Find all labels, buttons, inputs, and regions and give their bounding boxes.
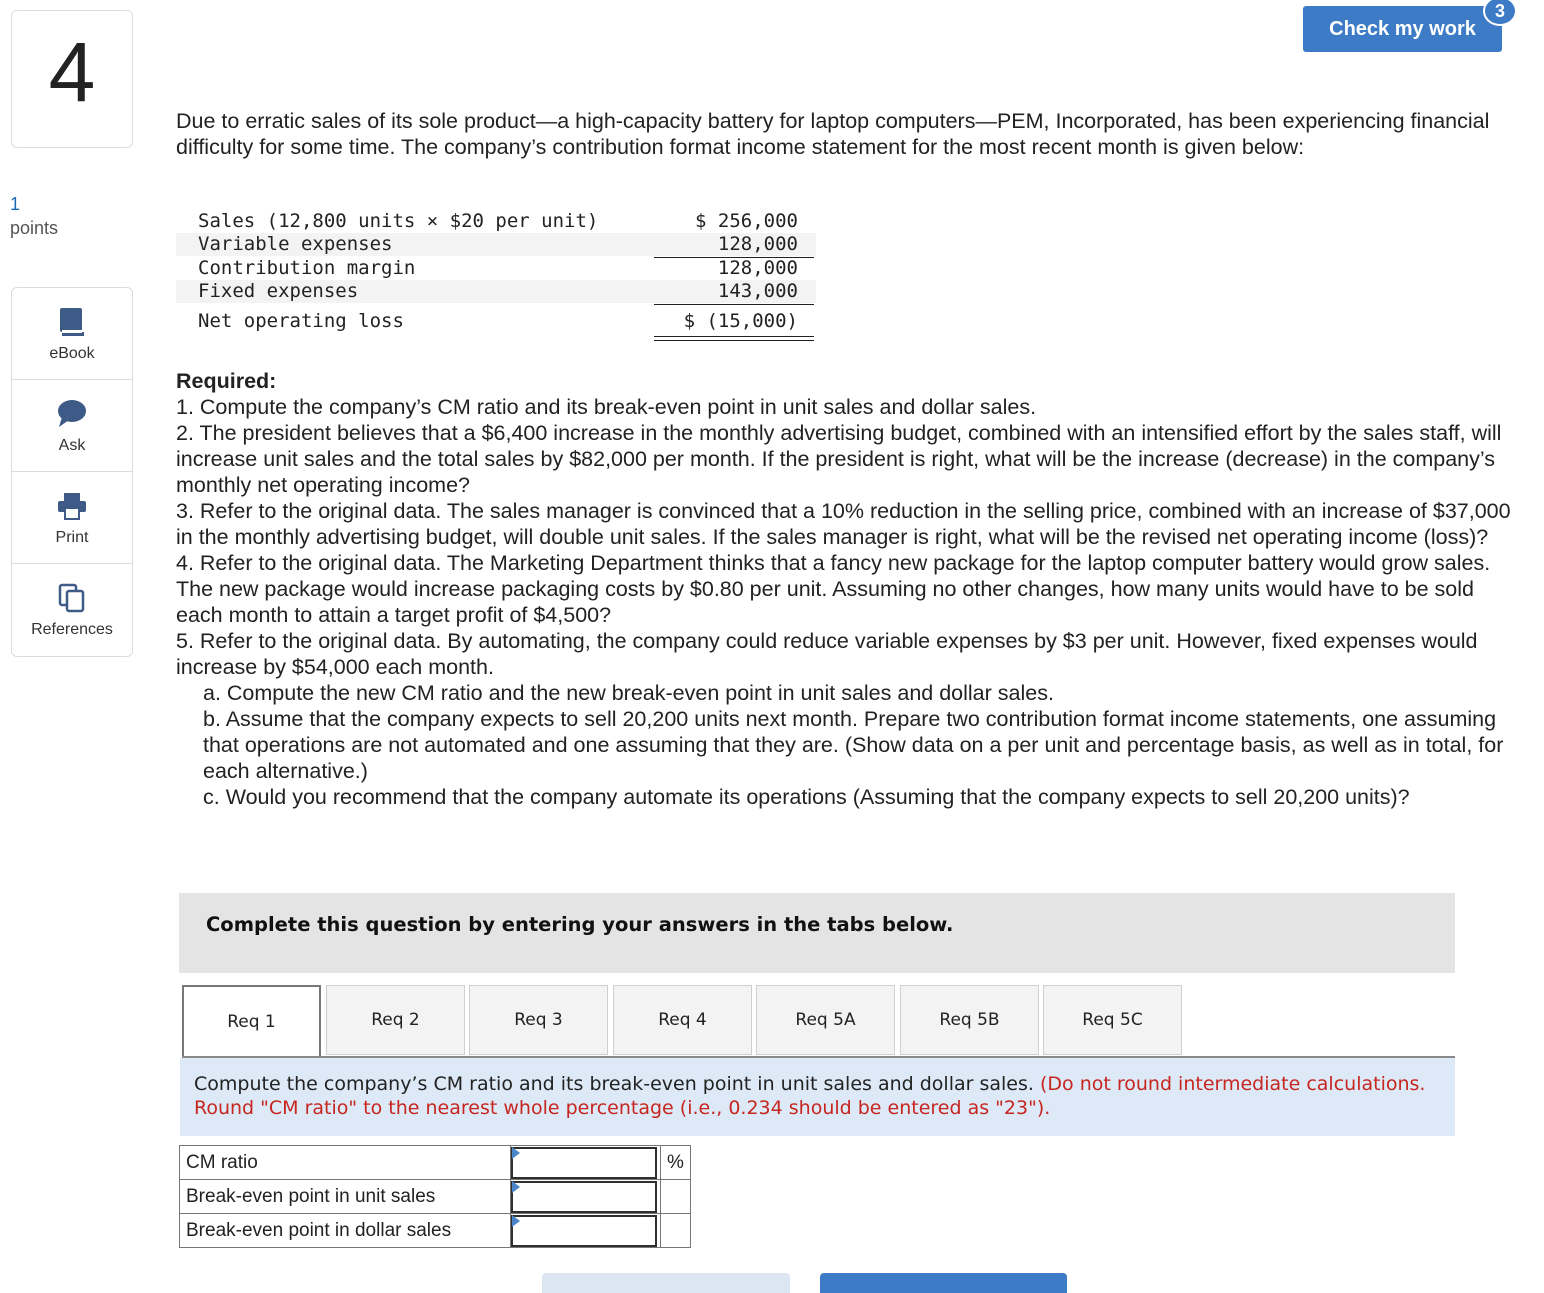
points-value: 1 — [10, 194, 21, 214]
tab-req-1[interactable]: Req 1 — [182, 985, 321, 1057]
copy-pages-icon — [57, 581, 87, 615]
statement-row — [176, 233, 816, 256]
statement-double-underline — [654, 336, 814, 337]
book-icon — [58, 305, 86, 339]
instruction-note: (Do not round intermediate calculations. Round "CM ratio" to the nearest whole percentage (i.e., 0.234 should be entered as "23"). — [194, 1073, 1426, 1119]
tab-req-3[interactable]: Req 3 — [469, 985, 608, 1055]
question-number: 4 — [48, 25, 96, 119]
break-even-units-input[interactable] — [511, 1181, 657, 1213]
statement-label: Contribution margin — [198, 257, 416, 279]
statement-row — [176, 257, 816, 280]
statement-underline — [654, 304, 814, 305]
break-even-units-label: Break-even point in unit sales — [180, 1180, 511, 1214]
required-item: 3. Refer to the original data. The sales manager is convinced that a 10% reduction in the selling price, combined with an increase of $37,000 in the monthly advertising budget, will double unit sales. If the sales manager is right, what will be the revised net operating income (loss)? — [176, 499, 1511, 549]
table-row — [180, 1146, 691, 1180]
cm-ratio-input[interactable] — [511, 1147, 657, 1179]
input-flag-icon — [512, 1215, 520, 1227]
points-label: points — [10, 218, 59, 238]
statement-label: Variable expenses — [198, 233, 393, 255]
required-subitem: b. Assume that the company expects to sell 20,200 units next month. Prepare two contribution format income statements, one assuming that operations are not automated and one assuming that they are. (Show data on a per unit and percentage basis, as well as in total, for each alternative.) — [203, 707, 1504, 783]
required-subitem: c. Would you recommend that the company automate its operations (Assuming that the company expects to sell 20,200 units)? — [203, 785, 1410, 809]
speech-bubble-icon — [56, 397, 88, 431]
break-even-dollars-unit — [661, 1214, 691, 1248]
table-row — [180, 1180, 691, 1214]
references-button[interactable] — [12, 564, 132, 656]
statement-value: 143,000 — [717, 280, 798, 302]
required-item: 1. Compute the company’s CM ratio and its break-even point in unit sales and dollar sales. — [176, 395, 1037, 419]
question-intro: Due to erratic sales of its sole product—a high-capacity battery for laptop computers—PEM, Incorporated, has been experiencing financial difficulty for some time. The company’s contribution format income statement for the most recent month is given below: — [176, 109, 1490, 159]
statement-value: $ 256,000 — [695, 210, 798, 232]
required-item: 2. The president believes that a $6,400 increase in the monthly advertising budget, combined with an intensified effort by the sales staff, will increase unit sales and the total sales by $82,000 per month. If the president is right, what will be the increase (decrease) in the company’s monthly net operating income? — [176, 421, 1502, 497]
tools-panel — [11, 287, 133, 657]
statement-label: Net operating loss — [198, 310, 404, 332]
next-tab-button[interactable] — [820, 1273, 1067, 1293]
cm-ratio-label: CM ratio — [180, 1146, 511, 1180]
answer-table — [179, 1145, 691, 1248]
break-even-dollars-label: Break-even point in dollar sales — [180, 1214, 511, 1248]
input-flag-icon — [512, 1147, 520, 1159]
printer-icon — [56, 489, 88, 523]
instruction-text: Compute the company’s CM ratio and its break-even point in unit sales and dollar sales. — [194, 1073, 1034, 1095]
question-number-box — [11, 10, 133, 148]
prev-tab-button[interactable] — [542, 1273, 790, 1293]
cm-ratio-unit: % — [661, 1146, 691, 1180]
statement-row — [176, 280, 816, 303]
ebook-label: eBook — [49, 344, 95, 362]
tab-req-4[interactable]: Req 4 — [613, 985, 752, 1055]
required-item: 4. Refer to the original data. The Marketing Department thinks that a fancy new package for the laptop computer battery would grow sales. The new package would increase packaging costs by $0.80 per unit. Assuming no other changes, how many units would have to be sold each month to attain a target profit of $4,500? — [176, 551, 1491, 627]
references-label: References — [31, 621, 113, 638]
statement-value: $ (15,000) — [683, 310, 798, 332]
ebook-button[interactable] — [12, 288, 132, 380]
statement-label: Fixed expenses — [198, 280, 359, 302]
required-section — [176, 368, 1511, 810]
statement-double-underline — [654, 340, 814, 341]
break-even-units-unit — [661, 1180, 691, 1214]
required-item: 5. Refer to the original data. By automating, the company could reduce variable expenses by $3 per unit. However, fixed expenses would increase by $54,000 each month. — [176, 629, 1478, 679]
tab-req-5b[interactable]: Req 5B — [900, 985, 1039, 1055]
tab-req-5a[interactable]: Req 5A — [756, 985, 895, 1055]
tab-req-5c[interactable]: Req 5C — [1043, 985, 1182, 1055]
statement-row — [176, 210, 816, 233]
statement-value: 128,000 — [717, 233, 798, 255]
break-even-dollars-input[interactable] — [511, 1215, 657, 1247]
tab-instruction — [180, 1058, 1455, 1136]
ask-button[interactable] — [12, 380, 132, 472]
statement-label: Sales (12,800 units × $20 per unit) — [198, 210, 599, 232]
input-flag-icon — [512, 1181, 520, 1193]
required-subitem: a. Compute the new CM ratio and the new break-even point in unit sales and dollar sales. — [203, 681, 1054, 705]
print-button[interactable] — [12, 472, 132, 564]
statement-value: 128,000 — [717, 257, 798, 279]
check-my-work-button[interactable]: Check my work — [1303, 6, 1502, 52]
table-row — [180, 1214, 691, 1248]
ask-label: Ask — [58, 436, 86, 454]
statement-row — [176, 310, 816, 333]
attempts-badge: 3 — [1483, 0, 1517, 26]
tab-req-2[interactable]: Req 2 — [326, 985, 465, 1055]
print-label: Print — [55, 528, 89, 546]
required-heading: Required: — [176, 369, 277, 393]
tabs-banner: Complete this question by entering your answers in the tabs below. — [179, 893, 1455, 973]
